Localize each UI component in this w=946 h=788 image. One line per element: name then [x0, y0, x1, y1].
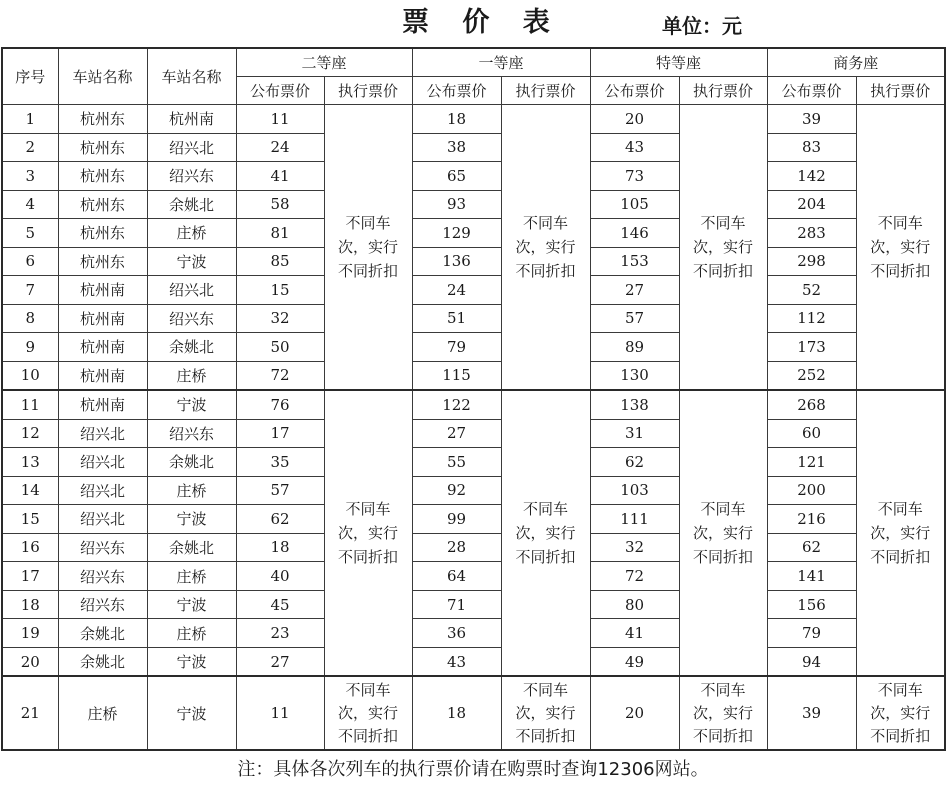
- table-row: [2, 476, 945, 505]
- cell-published-premium: 49: [590, 647, 679, 676]
- cell-published-second: 45: [236, 590, 324, 619]
- cell-station-from: 杭州南: [58, 361, 147, 390]
- table-row: [2, 448, 945, 477]
- cell-published-second: 40: [236, 562, 324, 591]
- subheader-actual: 执行票价: [501, 77, 590, 105]
- footnote: 注：具体各次列车的执行票价请在购票时查询12306网站。: [237, 759, 709, 780]
- cell-published-first: 18: [412, 676, 501, 750]
- table-row: [2, 647, 945, 676]
- cell-published-premium: 57: [590, 304, 679, 333]
- cell-published-premium: 73: [590, 162, 679, 191]
- cell-actual-premium: 不同车 次，实行 不同折扣: [679, 676, 767, 750]
- cell-station-from: 绍兴北: [58, 476, 147, 505]
- cell-published-second: 72: [236, 361, 324, 390]
- cell-published-first: 71: [412, 590, 501, 619]
- cell-station-from: 余姚北: [58, 619, 147, 648]
- subheader-actual: 执行票价: [856, 77, 945, 105]
- cell-station-from: 杭州南: [58, 390, 147, 419]
- cell-station-to: 余姚北: [147, 190, 236, 219]
- cell-actual-second: 不同车 次，实行 不同折扣: [324, 390, 412, 676]
- cell-published-premium: 130: [590, 361, 679, 390]
- cell-station-to: 宁波: [147, 247, 236, 276]
- cell-published-business: 121: [767, 448, 856, 477]
- table-row: [2, 676, 945, 750]
- subheader-published: 公布票价: [412, 77, 501, 105]
- cell-published-business: 39: [767, 676, 856, 750]
- cell-published-first: 64: [412, 562, 501, 591]
- cell-actual-first: 不同车 次，实行 不同折扣: [501, 676, 590, 750]
- cell-actual-first: 不同车 次，实行 不同折扣: [501, 390, 590, 676]
- cell-station-from: 庄桥: [58, 676, 147, 750]
- cell-seq: 14: [2, 476, 58, 505]
- table-row: [2, 590, 945, 619]
- cell-published-second: 18: [236, 533, 324, 562]
- cell-published-first: 115: [412, 361, 501, 390]
- table-row: [2, 562, 945, 591]
- cell-published-first: 43: [412, 647, 501, 676]
- table-row: [2, 219, 945, 248]
- cell-published-second: 27: [236, 647, 324, 676]
- cell-station-from: 绍兴北: [58, 419, 147, 448]
- cell-seq: 3: [2, 162, 58, 191]
- cell-seq: 12: [2, 419, 58, 448]
- table-row: [2, 390, 945, 419]
- cell-published-premium: 111: [590, 505, 679, 534]
- cell-station-to: 绍兴北: [147, 276, 236, 305]
- cell-seq: 8: [2, 304, 58, 333]
- cell-published-first: 27: [412, 419, 501, 448]
- cell-station-to: 绍兴东: [147, 304, 236, 333]
- cell-station-from: 杭州南: [58, 333, 147, 362]
- cell-published-business: 298: [767, 247, 856, 276]
- cell-published-business: 83: [767, 133, 856, 162]
- header-second-class: 二等座: [236, 48, 412, 77]
- cell-published-second: 57: [236, 476, 324, 505]
- cell-published-second: 76: [236, 390, 324, 419]
- cell-station-to: 宁波: [147, 505, 236, 534]
- cell-published-premium: 146: [590, 219, 679, 248]
- cell-published-business: 112: [767, 304, 856, 333]
- cell-station-to: 庄桥: [147, 219, 236, 248]
- cell-published-second: 32: [236, 304, 324, 333]
- cell-station-to: 杭州南: [147, 105, 236, 134]
- cell-seq: 13: [2, 448, 58, 477]
- cell-published-second: 23: [236, 619, 324, 648]
- cell-station-from: 杭州东: [58, 162, 147, 191]
- cell-station-from: 绍兴东: [58, 590, 147, 619]
- cell-published-premium: 20: [590, 105, 679, 134]
- cell-published-first: 55: [412, 448, 501, 477]
- cell-published-business: 79: [767, 619, 856, 648]
- cell-actual-premium: 不同车 次，实行 不同折扣: [679, 105, 767, 391]
- cell-station-from: 余姚北: [58, 647, 147, 676]
- cell-published-business: 141: [767, 562, 856, 591]
- cell-published-premium: 138: [590, 390, 679, 419]
- header-business-class: 商务座: [767, 48, 945, 77]
- cell-actual-premium: 不同车 次，实行 不同折扣: [679, 390, 767, 676]
- cell-station-from: 杭州东: [58, 247, 147, 276]
- title-row: [0, 0, 946, 44]
- cell-seq: 1: [2, 105, 58, 134]
- cell-actual-business: 不同车 次，实行 不同折扣: [856, 390, 945, 676]
- cell-seq: 4: [2, 190, 58, 219]
- cell-station-from: 绍兴东: [58, 562, 147, 591]
- cell-published-second: 15: [236, 276, 324, 305]
- cell-station-from: 杭州东: [58, 105, 147, 134]
- table-row: [2, 276, 945, 305]
- cell-station-to: 庄桥: [147, 562, 236, 591]
- cell-published-first: 93: [412, 190, 501, 219]
- cell-published-second: 24: [236, 133, 324, 162]
- cell-station-to: 庄桥: [147, 476, 236, 505]
- cell-station-to: 宁波: [147, 590, 236, 619]
- table-row: [2, 247, 945, 276]
- cell-published-first: 38: [412, 133, 501, 162]
- table-row: [2, 505, 945, 534]
- cell-published-premium: 31: [590, 419, 679, 448]
- cell-published-second: 50: [236, 333, 324, 362]
- cell-actual-first: 不同车 次，实行 不同折扣: [501, 105, 590, 391]
- subheader-published: 公布票价: [590, 77, 679, 105]
- header-premium-class: 特等座: [590, 48, 767, 77]
- cell-seq: 18: [2, 590, 58, 619]
- cell-published-second: 81: [236, 219, 324, 248]
- cell-seq: 10: [2, 361, 58, 390]
- cell-published-premium: 27: [590, 276, 679, 305]
- cell-station-from: 绍兴东: [58, 533, 147, 562]
- subheader-published: 公布票价: [236, 77, 324, 105]
- cell-published-first: 65: [412, 162, 501, 191]
- cell-published-business: 60: [767, 419, 856, 448]
- fare-table-body: [2, 105, 945, 751]
- cell-published-business: 94: [767, 647, 856, 676]
- cell-published-first: 136: [412, 247, 501, 276]
- table-row: [2, 533, 945, 562]
- cell-published-second: 41: [236, 162, 324, 191]
- cell-published-business: 268: [767, 390, 856, 419]
- cell-actual-business: 不同车 次，实行 不同折扣: [856, 676, 945, 750]
- cell-seq: 20: [2, 647, 58, 676]
- cell-actual-second: 不同车 次，实行 不同折扣: [324, 105, 412, 391]
- cell-seq: 15: [2, 505, 58, 534]
- cell-station-to: 余姚北: [147, 448, 236, 477]
- cell-station-to: 庄桥: [147, 619, 236, 648]
- cell-station-to: 庄桥: [147, 361, 236, 390]
- cell-published-second: 58: [236, 190, 324, 219]
- cell-station-from: 杭州东: [58, 133, 147, 162]
- cell-station-to: 绍兴北: [147, 133, 236, 162]
- cell-actual-business: 不同车 次，实行 不同折扣: [856, 105, 945, 391]
- subheader-published: 公布票价: [767, 77, 856, 105]
- cell-station-from: 绍兴北: [58, 448, 147, 477]
- cell-published-premium: 80: [590, 590, 679, 619]
- cell-station-to: 绍兴东: [147, 419, 236, 448]
- cell-published-second: 35: [236, 448, 324, 477]
- table-row: [2, 105, 945, 134]
- cell-published-first: 79: [412, 333, 501, 362]
- cell-seq: 5: [2, 219, 58, 248]
- unit-label: 单位：元: [662, 14, 742, 38]
- page-title: 票 价 表: [402, 7, 562, 38]
- table-row: [2, 133, 945, 162]
- cell-published-second: 11: [236, 676, 324, 750]
- cell-station-to: 宁波: [147, 676, 236, 750]
- cell-station-from: 绍兴北: [58, 505, 147, 534]
- cell-published-business: 156: [767, 590, 856, 619]
- table-row: [2, 419, 945, 448]
- header-station-from: 车站名称: [58, 48, 147, 105]
- cell-actual-second: 不同车 次，实行 不同折扣: [324, 676, 412, 750]
- cell-published-business: 52: [767, 276, 856, 305]
- cell-published-first: 92: [412, 476, 501, 505]
- fare-table: [1, 47, 946, 751]
- cell-station-from: 杭州南: [58, 276, 147, 305]
- cell-published-premium: 103: [590, 476, 679, 505]
- cell-published-premium: 105: [590, 190, 679, 219]
- cell-published-first: 24: [412, 276, 501, 305]
- cell-seq: 7: [2, 276, 58, 305]
- cell-station-to: 余姚北: [147, 533, 236, 562]
- cell-published-business: 200: [767, 476, 856, 505]
- cell-station-to: 余姚北: [147, 333, 236, 362]
- cell-station-to: 宁波: [147, 647, 236, 676]
- cell-seq: 16: [2, 533, 58, 562]
- cell-published-second: 11: [236, 105, 324, 134]
- table-row: [2, 304, 945, 333]
- cell-seq: 21: [2, 676, 58, 750]
- cell-published-premium: 43: [590, 133, 679, 162]
- cell-published-premium: 62: [590, 448, 679, 477]
- cell-published-first: 28: [412, 533, 501, 562]
- cell-published-first: 129: [412, 219, 501, 248]
- table-row: [2, 162, 945, 191]
- cell-published-business: 173: [767, 333, 856, 362]
- cell-station-from: 杭州南: [58, 304, 147, 333]
- cell-published-business: 252: [767, 361, 856, 390]
- cell-published-first: 36: [412, 619, 501, 648]
- cell-published-first: 51: [412, 304, 501, 333]
- cell-published-premium: 32: [590, 533, 679, 562]
- cell-seq: 19: [2, 619, 58, 648]
- cell-published-business: 39: [767, 105, 856, 134]
- cell-seq: 6: [2, 247, 58, 276]
- header-station-to: 车站名称: [147, 48, 236, 105]
- cell-published-business: 216: [767, 505, 856, 534]
- header-first-class: 一等座: [412, 48, 590, 77]
- cell-published-first: 18: [412, 105, 501, 134]
- cell-published-business: 62: [767, 533, 856, 562]
- cell-station-from: 杭州东: [58, 190, 147, 219]
- table-row: [2, 619, 945, 648]
- cell-published-second: 62: [236, 505, 324, 534]
- cell-published-second: 17: [236, 419, 324, 448]
- cell-published-premium: 41: [590, 619, 679, 648]
- cell-published-first: 122: [412, 390, 501, 419]
- cell-seq: 17: [2, 562, 58, 591]
- table-row: [2, 361, 945, 390]
- cell-published-premium: 20: [590, 676, 679, 750]
- cell-published-premium: 153: [590, 247, 679, 276]
- cell-published-second: 85: [236, 247, 324, 276]
- table-row: [2, 333, 945, 362]
- subheader-actual: 执行票价: [679, 77, 767, 105]
- cell-station-from: 杭州东: [58, 219, 147, 248]
- subheader-actual: 执行票价: [324, 77, 412, 105]
- cell-station-to: 绍兴东: [147, 162, 236, 191]
- cell-published-business: 283: [767, 219, 856, 248]
- cell-seq: 9: [2, 333, 58, 362]
- cell-published-first: 99: [412, 505, 501, 534]
- cell-published-business: 142: [767, 162, 856, 191]
- cell-station-to: 宁波: [147, 390, 236, 419]
- cell-seq: 2: [2, 133, 58, 162]
- cell-published-premium: 89: [590, 333, 679, 362]
- cell-seq: 11: [2, 390, 58, 419]
- cell-published-premium: 72: [590, 562, 679, 591]
- table-row: [2, 190, 945, 219]
- header-seq: 序号: [2, 48, 58, 105]
- cell-published-business: 204: [767, 190, 856, 219]
